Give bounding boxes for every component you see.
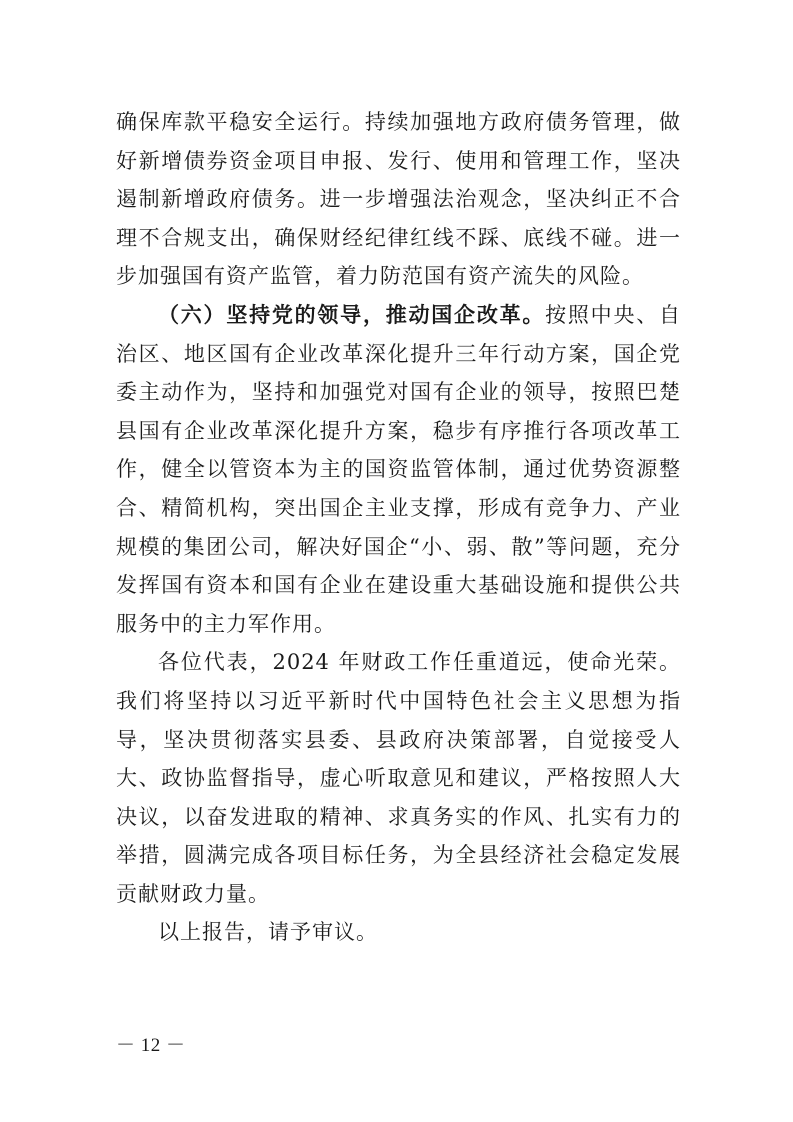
paragraph-text: 各位代表，2024 年财政工作任重道远，使命光荣。我们将坚持以习近平新时代中国特色社会主义思想为指导，坚决贯彻落实县委、县政府决策部署，自觉接受人大、政协监督指导，虚心听取意见和建议，严格按照人大决议，以奋发进取的精神、求真务实的作风、扎实有力的举措，圆满完成各项目标任务，为全县经济社会稳定发展贡献财政力量。 bbox=[116, 650, 681, 906]
paragraph-final bbox=[116, 913, 681, 952]
paragraph-text: 确保库款平稳安全运行。持续加强地方政府债务管理，做好新增债券资金项目申报、发行、使用和管理工作，坚决遏制新增政府债务。进一步增强法治观念，坚决纠正不合理不合规支出，确保财经纪律红线不踩、底线不碰。进一步加强国有资产监管，着力防范国有资产流失的风险。 bbox=[116, 110, 681, 289]
section-heading: （六）坚持党的领导，推动国企改革。 bbox=[158, 301, 546, 327]
paragraph-section-six bbox=[116, 296, 681, 643]
document-body bbox=[116, 103, 681, 952]
paragraph-continuation bbox=[116, 103, 681, 296]
page-number: － 12 － bbox=[116, 1035, 186, 1056]
paragraph-text: 按照中央、自治区、地区国有企业改革深化提升三年行动方案，国企党委主动作为，坚持和加强党对国有企业的领导，按照巴楚县国有企业改革深化提升方案，稳步有序推行各项改革工作，健全以管资本为主的国资监管体制，通过优势资源整合、精简机构，突出国企主业支撑，形成有竞争力、产业规模的集团公司，解决好国企“小、弱、散”等问题，充分发挥国有资本和国有企业在建设重大基础设施和提供公共服务中的主力军作用。 bbox=[116, 302, 682, 636]
paragraph-text: 以上报告，请予审议。 bbox=[158, 920, 378, 945]
paragraph-closing bbox=[116, 643, 681, 913]
